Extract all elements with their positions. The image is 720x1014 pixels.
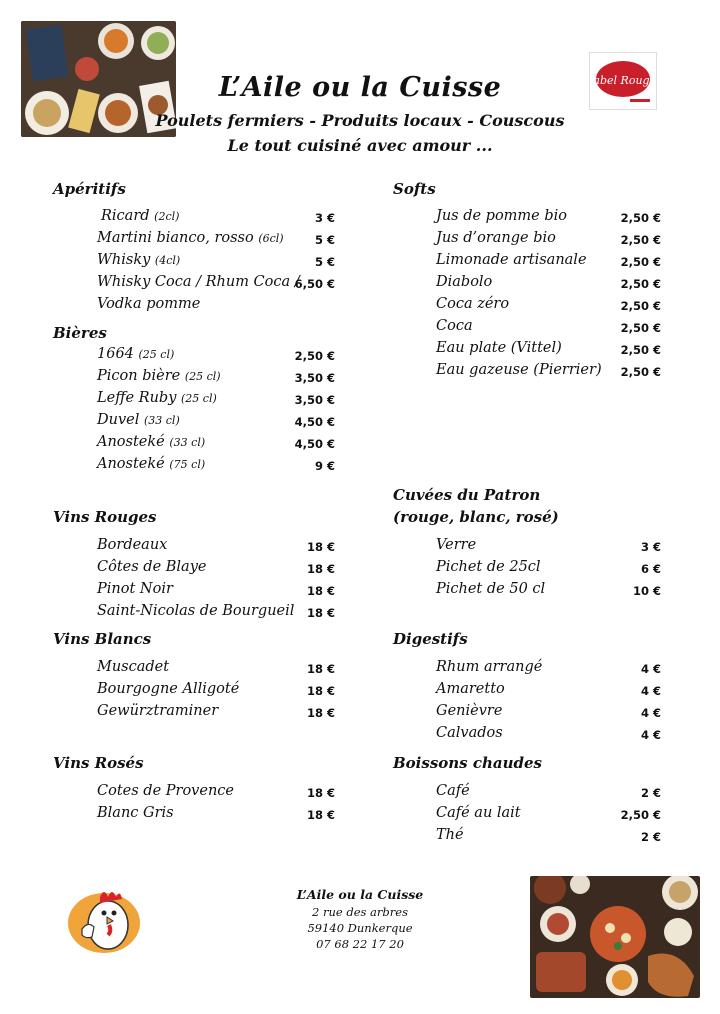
menu-item-price: 6 € (640, 562, 661, 576)
menu-item-label: Cotes de Provence (97, 783, 234, 799)
restaurant-tagline: Le tout cuisiné avec amour ... (227, 136, 493, 155)
menu-item-label: Eau plate (Vittel) (436, 340, 562, 356)
menu-item-price: 18 € (306, 808, 335, 822)
menu-item-name (436, 725, 503, 741)
menu-item-price: 2 € (640, 830, 661, 844)
menu-item-label: Thé (436, 827, 464, 843)
menu-item-volume: (2cl) (154, 210, 180, 223)
footer-restaurant-name: L’Aile ou la Cuisse (296, 887, 424, 902)
menu-item-volume: (4cl) (154, 254, 181, 267)
menu-item-name (436, 659, 542, 675)
svg-text:label Rouge: label Rouge (590, 74, 656, 87)
menu-item-price: 9 € (314, 459, 335, 473)
menu-item-label: Bordeaux (97, 537, 168, 553)
menu-item-name (97, 368, 221, 384)
menu-item-volume: (25 cl) (184, 370, 221, 383)
menu-item-label: Pichet de 25cl (436, 559, 541, 575)
menu-item-label: Muscadet (97, 659, 170, 675)
menu-item-label: Verre (436, 537, 477, 553)
menu-item-price: 2,50 € (620, 277, 661, 291)
menu-item-name (97, 559, 206, 575)
menu-item-label: Calvados (436, 725, 503, 741)
menu-item-name (97, 805, 174, 821)
restaurant-title: L’Aile ou la Cuisse (218, 72, 502, 103)
menu-item-price: 5 € (314, 255, 335, 269)
section-title-boissons-chaudes: Boissons chaudes (393, 754, 542, 772)
footer-city: 59140 Dunkerque (307, 921, 413, 935)
menu-item-price: 18 € (306, 606, 335, 620)
menu-item-name (436, 805, 521, 821)
menu-item-label: Diabolo (436, 274, 493, 290)
menu-item-price: 5 € (314, 233, 335, 247)
menu-item-name (97, 581, 173, 597)
menu-item-name (436, 230, 556, 246)
menu-item-label: Côtes de Blaye (97, 559, 207, 575)
menu-item-label: Coca (436, 318, 473, 334)
menu-item-price: 6,50 € (294, 277, 335, 291)
menu-item-name (97, 296, 200, 312)
menu-item-name (436, 827, 464, 843)
menu-item-price: 18 € (306, 684, 335, 698)
menu-item-name (436, 703, 502, 719)
menu-item-name (97, 681, 239, 697)
menu-item-label: Café au lait (436, 805, 521, 821)
section-title-bieres: Bières (53, 324, 107, 342)
menu-item-name (436, 252, 587, 268)
menu-item-name (97, 783, 234, 799)
menu-item-label: Rhum arrangé (436, 659, 543, 675)
menu-item-label: 1664 (97, 346, 134, 362)
menu-item-name (436, 208, 567, 224)
section-title-digestifs: Digestifs (393, 630, 468, 648)
menu-item-name (97, 703, 218, 719)
menu-item-name (436, 274, 492, 290)
menu-item-label: Anosteké (97, 434, 165, 450)
menu-item-label: Jus d’orange bio (436, 230, 556, 246)
menu-item-label: Whisky Coca / Rhum Coca / (97, 274, 300, 290)
section-title-vins-roses: Vins Rosés (53, 754, 144, 772)
menu-item-price: 2,50 € (620, 211, 661, 225)
menu-item-price: 18 € (306, 562, 335, 576)
menu-item-price: 2,50 € (620, 233, 661, 247)
menu-item-price: 3 € (640, 540, 661, 554)
section-title-softs: Softs (393, 180, 436, 198)
menu-item-label: Whisky (97, 252, 151, 268)
menu-item-name (101, 208, 179, 224)
menu-item-label: Blanc Gris (97, 805, 174, 821)
menu-item-price: 2 € (640, 786, 661, 800)
menu-item-price: 4 € (640, 662, 661, 676)
menu-item-price: 18 € (306, 662, 335, 676)
menu-item-volume: (33 cl) (143, 414, 180, 427)
menu-item-label: Amaretto (436, 681, 505, 697)
menu-item-label: Coca zéro (436, 296, 510, 312)
menu-item-name (436, 559, 541, 575)
menu-item-price: 4,50 € (294, 415, 335, 429)
menu-item-label: Martini bianco, rosso (97, 230, 254, 246)
menu-item-label: Picon bière (97, 368, 181, 384)
menu-item-price: 3 € (314, 211, 335, 225)
menu-item-label: Leffe Ruby (97, 390, 177, 406)
menu-item-price: 3,50 € (294, 371, 335, 385)
menu-item-price: 10 € (632, 584, 661, 598)
menu-item-price: 2,50 € (294, 349, 335, 363)
menu-item-name (97, 346, 174, 362)
menu-item-volume: (25 cl) (138, 348, 175, 361)
menu-item-volume: (25 cl) (181, 392, 217, 405)
menu-item-label: Pichet de 50 cl (436, 581, 546, 597)
menu-item-name (436, 537, 476, 553)
menu-item-label: Jus de pomme bio (436, 208, 568, 224)
menu-item-label: Anosteké (97, 456, 165, 472)
menu-item-volume: (6cl) (258, 232, 284, 245)
menu-item-price: 3,50 € (294, 393, 335, 407)
menu-item-name (436, 362, 602, 378)
menu-item-name (436, 681, 505, 697)
menu-item-price: 2,50 € (620, 255, 661, 269)
menu-item-label: Gewürztraminer (97, 703, 219, 719)
menu-item-name (436, 340, 562, 356)
section-title-vins-rouges: Vins Rouges (53, 508, 157, 526)
section-title-cuvees-sub: (rouge, blanc, rosé) (393, 508, 559, 526)
menu-item-name (97, 230, 284, 246)
menu-item-price: 4 € (640, 728, 661, 742)
menu-item-name (97, 537, 167, 553)
menu-item-price: 2,50 € (620, 299, 661, 313)
menu-item-name (97, 456, 205, 472)
section-title-cuvees: Cuvées du Patron (393, 486, 541, 504)
menu-item-price: 2,50 € (620, 365, 661, 379)
menu-item-price: 2,50 € (620, 343, 661, 357)
menu-item-label: Bourgogne Alligoté (97, 681, 240, 697)
menu-item-label: Limonade artisanale (436, 252, 587, 268)
menu-item-price: 4 € (640, 706, 661, 720)
menu-item-name (97, 274, 300, 290)
menu-item-name (97, 412, 180, 428)
menu-item-name (436, 296, 509, 312)
menu-item-name (436, 318, 473, 334)
menu-item-price: 18 € (306, 706, 335, 720)
section-title-aperitifs: Apéritifs (53, 180, 126, 198)
menu-item-label: Vodka pomme (97, 296, 201, 312)
menu-item-name (436, 581, 545, 597)
menu-item-price: 2,50 € (620, 321, 661, 335)
menu-item-label: Genièvre (436, 703, 503, 719)
menu-item-label: Café (436, 783, 470, 799)
restaurant-subtitle: Poulets fermiers - Produits locaux - Couscous (155, 111, 565, 130)
menu-item-label: Ricard (101, 208, 150, 224)
menu-item-volume: (33 cl) (169, 436, 206, 449)
menu-item-volume: (75 cl) (169, 458, 206, 471)
menu-item-price: 18 € (306, 584, 335, 598)
menu-item-price: 18 € (306, 786, 335, 800)
menu-item-name (97, 252, 180, 268)
menu-item-price: 2,50 € (620, 808, 661, 822)
section-title-vins-blancs: Vins Blancs (53, 630, 152, 648)
menu-item-name (97, 390, 217, 406)
menu-item-label: Duvel (97, 412, 140, 428)
footer-address: 2 rue des arbres (312, 905, 408, 919)
menu-item-name (97, 434, 205, 450)
menu-item-label: Pinot Noir (97, 581, 173, 597)
menu-item-price: 4 € (640, 684, 661, 698)
menu-item-name (436, 783, 470, 799)
menu-item-price: 4,50 € (294, 437, 335, 451)
footer-phone: 07 68 22 17 20 (316, 937, 404, 951)
menu-item-label: Eau gazeuse (Pierrier) (436, 362, 602, 378)
food-photo-bottom (530, 876, 700, 998)
menu-item-name (97, 603, 294, 619)
menu-item-label: Saint-Nicolas de Bourgueil (97, 603, 295, 619)
menu-item-price: 18 € (306, 540, 335, 554)
menu-item-name (97, 659, 169, 675)
